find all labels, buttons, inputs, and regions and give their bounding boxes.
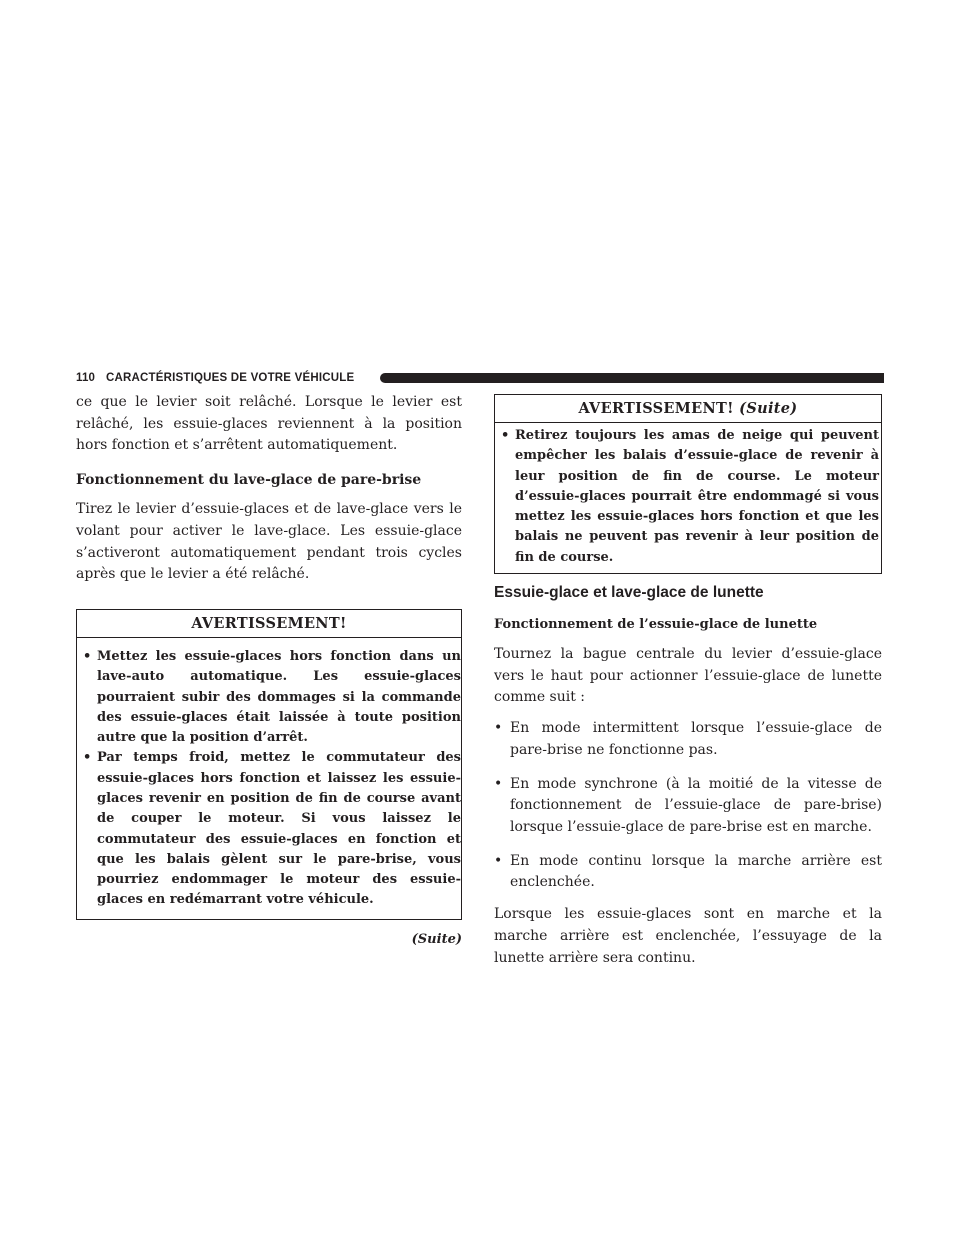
- warning-list: [495, 423, 881, 573]
- list-item-text: En mode synchrone (à la moitié de la vitesse de fonctionnement de l’essuie-glace de pare-brise) lorsque l’essuie-glace de pare-brise est en marche.: [510, 775, 882, 835]
- right-column: [494, 392, 882, 969]
- bullet-icon: •: [83, 648, 92, 664]
- warning-title-suffix: (Suite): [739, 400, 798, 417]
- bullet-icon: •: [501, 428, 510, 443]
- windshield-washer-heading: Fonctionnement du lave-glace de pare-brise: [76, 472, 422, 489]
- rear-wiper-modes-list: [494, 718, 882, 894]
- warning-title: [495, 395, 881, 423]
- warning-item-text: Par temps froid, mettez le commutateur des essuie-glaces hors fonction et laissez les essuie-glaces revenir en position de fin de course avant de couper le moteur. Si vous laissez le commutateur des essuie-glaces en fonction et que les balais gèlent sur le pare-brise, vous pourriez endommager le moteur des essuie-glaces en redémarrant votre véhicule.: [97, 750, 461, 908]
- warning-item-text: Retirez toujours les amas de neige qui peuvent empêcher les balais d’essuie-glace de revenir à leur position de fin de course. Le moteur d’essuie-glaces pourrait être endommagé si vous mettez les essuie-glaces hors fonction et que les balais ne peuvent pas revenir à leur position de fin de course.: [515, 428, 879, 565]
- section-title: CARACTÉRISTIQUES DE VOTRE VÉHICULE: [106, 372, 355, 384]
- page-number: 110: [76, 372, 96, 384]
- list-item: [494, 774, 882, 839]
- list-item: [494, 718, 882, 761]
- bullet-icon: •: [494, 852, 503, 869]
- windshield-washer-paragraph: Tirez le levier d’essuie-glaces et de lave-glace vers le volant pour activer le lave-glace. Les essuie-glace s’activeront automatiquement pendant trois cycles après que le levier a été relâché.: [76, 501, 462, 583]
- intro-paragraph: ce que le levier soit relâché. Lorsque le levier est relâché, les essuie-glaces reviennent à la position hors fonction et s’arrêtent automatiquement.: [76, 394, 462, 454]
- warning-box: [76, 609, 462, 920]
- rear-wiper-section-title: Essuie-glace et lave-glace de lunette: [494, 584, 764, 602]
- rear-wiper-paragraph: Tournez la bague centrale du levier d’essuie-glace vers le haut pour actionner l’essuie-glace de lunette comme suit :: [494, 646, 882, 706]
- warning-item-text: Mettez les essuie-glaces hors fonction dans un lave-auto automatique. Les essuie-glaces pourraient subir des dommages si la commande des essuie-glaces était laissée à toute position autre que la position d’arrêt.: [97, 648, 461, 746]
- list-item: [494, 851, 882, 894]
- rear-wiper-heading: Fonctionnement de l’essuie-glace de lunette: [494, 617, 818, 633]
- left-column: [76, 392, 462, 950]
- warning-title: AVERTISSEMENT!: [77, 610, 461, 638]
- list-item-text: En mode continu lorsque la marche arrière est enclenchée.: [510, 852, 882, 891]
- bullet-icon: •: [494, 775, 503, 792]
- header-rule: [380, 373, 884, 383]
- warning-title-text: AVERTISSEMENT!: [578, 400, 734, 417]
- warning-item: [77, 748, 461, 910]
- page-header: [76, 369, 884, 387]
- warning-item: [495, 426, 881, 568]
- warning-list: [77, 638, 461, 919]
- warning-box-continued: [494, 394, 882, 574]
- reverse-gear-paragraph: Lorsque les essuie-glaces sont en marche et la marche arrière est enclenchée, l’essuyage de la lunette arrière sera continu.: [494, 906, 882, 966]
- list-item-text: En mode intermittent lorsque l’essuie-glace de pare-brise ne fonctionne pas.: [510, 720, 882, 758]
- bullet-icon: •: [494, 720, 503, 737]
- continued-label: (Suite): [411, 931, 462, 947]
- bullet-icon: •: [83, 750, 92, 766]
- warning-item: [77, 647, 461, 748]
